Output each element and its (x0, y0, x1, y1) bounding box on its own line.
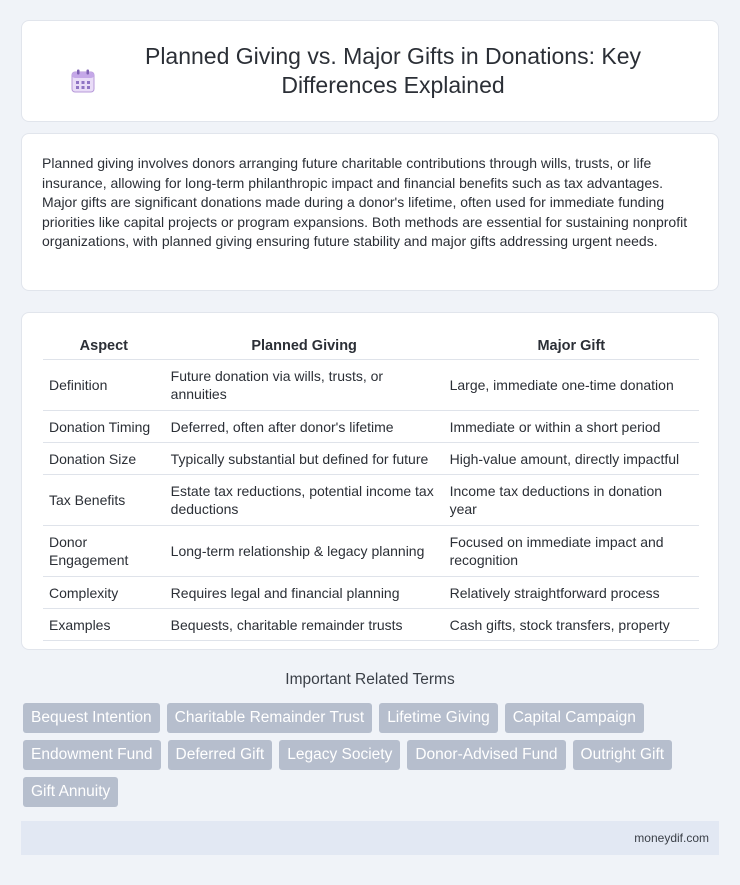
title-wrap (70, 42, 670, 100)
cell-major-gift: High-value amount, directly impactful (444, 443, 699, 475)
tag-charitable-remainder-trust[interactable]: Charitable Remainder Trust (167, 703, 373, 733)
header-planned-giving: Planned Giving (165, 335, 444, 360)
header-major-gift: Major Gift (444, 335, 699, 360)
cell-aspect: Complexity (43, 577, 165, 609)
cell-planned-giving: Deferred, often after donor's lifetime (165, 411, 444, 443)
comparison-table (43, 335, 699, 641)
table-row (43, 577, 699, 609)
tag-lifetime-giving[interactable]: Lifetime Giving (379, 703, 498, 733)
cell-planned-giving: Typically substantial but defined for future (165, 443, 444, 475)
cell-aspect: Examples (43, 609, 165, 641)
cell-planned-giving: Long-term relationship & legacy planning (165, 526, 444, 577)
cell-aspect: Definition (43, 360, 165, 411)
table-row (43, 609, 699, 641)
tag-capital-campaign[interactable]: Capital Campaign (505, 703, 644, 733)
related-terms-heading: Important Related Terms (285, 671, 455, 688)
tag-legacy-society[interactable]: Legacy Society (279, 740, 400, 770)
page-title: Planned Giving vs. Major Gifts in Donations: Key Differences Explained (144, 43, 641, 98)
cell-major-gift: Immediate or within a short period (444, 411, 699, 443)
table-row (43, 526, 699, 577)
related-terms-tags (23, 703, 723, 814)
intro-card (21, 133, 719, 291)
tag-gift-annuity[interactable]: Gift Annuity (23, 777, 118, 807)
cell-major-gift: Large, immediate one-time donation (444, 360, 699, 411)
table-row (43, 443, 699, 475)
comparison-table-card (21, 312, 719, 650)
tag-bequest-intention[interactable]: Bequest Intention (23, 703, 160, 733)
cell-aspect: Tax Benefits (43, 475, 165, 526)
table-row (43, 475, 699, 526)
footer (21, 821, 719, 855)
calendar-icon (70, 68, 96, 94)
cell-aspect: Donor Engagement (43, 526, 165, 577)
cell-planned-giving: Future donation via wills, trusts, or annuities (165, 360, 444, 411)
tag-outright-gift[interactable]: Outright Gift (573, 740, 673, 770)
tag-deferred-gift[interactable]: Deferred Gift (168, 740, 273, 770)
footer-site[interactable]: moneydif.com (634, 831, 709, 845)
tag-endowment-fund[interactable]: Endowment Fund (23, 740, 161, 770)
table-row (43, 360, 699, 411)
cell-planned-giving: Bequests, charitable remainder trusts (165, 609, 444, 641)
cell-aspect: Donation Size (43, 443, 165, 475)
tag-donor-advised-fund[interactable]: Donor-Advised Fund (407, 740, 565, 770)
intro-text: Planned giving involves donors arranging future charitable contributions through wills, trusts, or life insurance, allowing for long-term philanthropic impact and financial benefits such as tax advantages. Major gifts are significant donations made during a donor's lifetime, often used for immediate funding priorities like capital projects or program expansions. Both methods are essential for sustaining nonprofit organizations, with planned giving ensuring future stability and major gifts addressing urgent needs. (42, 155, 688, 249)
cell-major-gift: Income tax deductions in donation year (444, 475, 699, 526)
table-row (43, 411, 699, 443)
cell-planned-giving: Estate tax reductions, potential income tax deductions (165, 475, 444, 526)
title-card (21, 20, 719, 122)
table-header-row (43, 335, 699, 360)
cell-planned-giving: Requires legal and financial planning (165, 577, 444, 609)
header-aspect: Aspect (43, 335, 165, 360)
cell-major-gift: Relatively straightforward process (444, 577, 699, 609)
cell-major-gift: Cash gifts, stock transfers, property (444, 609, 699, 641)
cell-major-gift: Focused on immediate impact and recognition (444, 526, 699, 577)
cell-aspect: Donation Timing (43, 411, 165, 443)
